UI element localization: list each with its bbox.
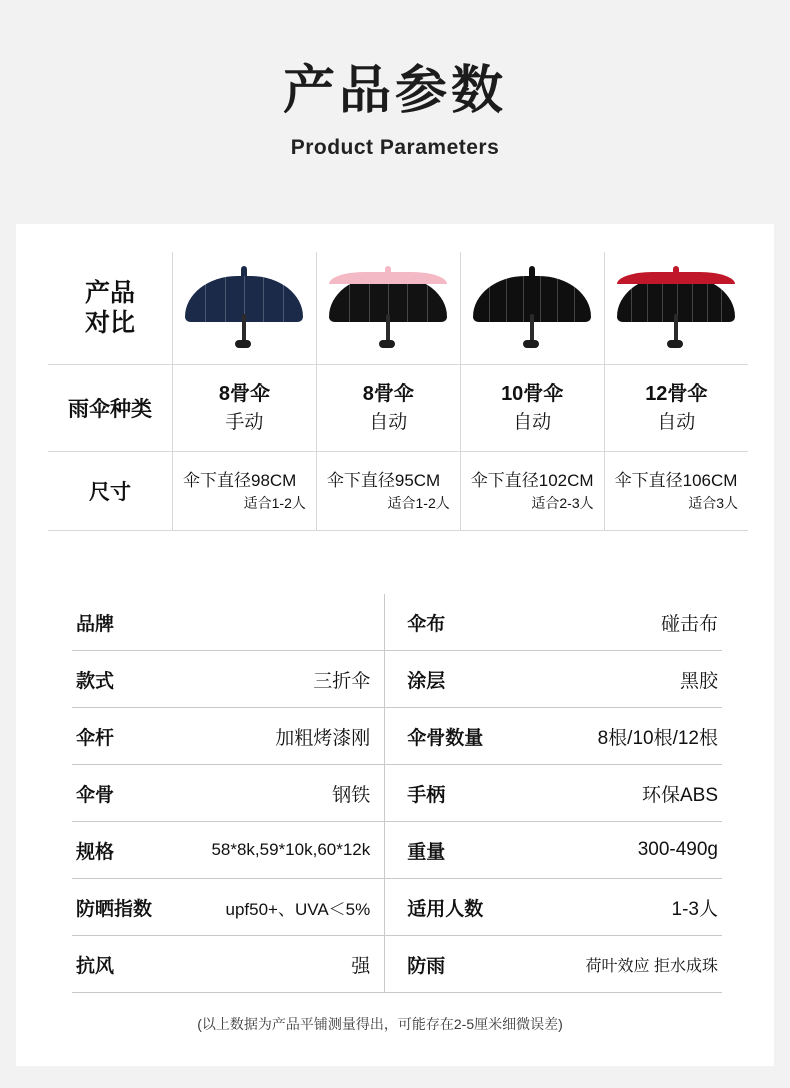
page-header — [0, 0, 790, 160]
spec-key-style: 款式 — [72, 651, 192, 708]
spec-key-coating: 涂层 — [385, 651, 530, 708]
size-sub-2: 适合1-2人 — [387, 495, 450, 512]
spec-value-shaft: 加粗烤漆刚 — [192, 708, 385, 765]
size-main-2: 伞下直径95CM — [326, 470, 441, 490]
kind-cell-1 — [173, 365, 317, 452]
spec-value-capacity: 1-3人 — [529, 879, 722, 936]
umbrella-image-cell-4 — [604, 252, 748, 365]
umbrella-icon-pink-black — [329, 262, 447, 354]
kind-sub-1: 手动 — [225, 411, 264, 433]
table-row-kind — [48, 365, 748, 452]
spec-value-brand — [192, 594, 385, 651]
row-label-size: 尺寸 — [48, 452, 173, 531]
spec-key-specification: 规格 — [72, 822, 192, 879]
spec-value-specification: 58*8k,59*10k,60*12k — [192, 822, 385, 879]
kind-cell-2 — [316, 365, 460, 452]
spec-value-weight: 300-490g — [529, 822, 722, 879]
spec-key-ribs: 伞骨 — [72, 765, 192, 822]
spec-key-handle: 手柄 — [385, 765, 530, 822]
spec-table — [72, 594, 722, 993]
kind-main-1: 8骨伞 — [218, 382, 270, 405]
comparison-title-line1: 产品 — [84, 278, 135, 307]
kind-sub-4: 自动 — [657, 411, 696, 433]
size-sub-4: 适合3人 — [688, 495, 738, 512]
spec-value-fabric: 碰击布 — [529, 594, 722, 651]
umbrella-icon-black — [473, 262, 591, 354]
spec-key-shaft: 伞杆 — [72, 708, 192, 765]
umbrella-image-cell-3 — [460, 252, 604, 365]
spec-key-windproof: 抗风 — [72, 936, 192, 993]
content-card — [16, 224, 774, 1066]
kind-sub-3: 自动 — [513, 411, 552, 433]
umbrella-icon-red-black — [617, 262, 735, 354]
size-main-4: 伞下直径106CM — [614, 470, 738, 490]
spec-value-handle: 环保ABS — [529, 765, 722, 822]
table-row — [72, 822, 722, 879]
page-title: 产品参数 — [282, 62, 507, 120]
spec-value-windproof: 强 — [192, 936, 385, 993]
kind-main-3: 10骨伞 — [501, 382, 564, 405]
umbrella-image-cell-1 — [173, 252, 317, 365]
size-cell-1 — [173, 452, 317, 531]
umbrella-icon-navy — [185, 262, 303, 354]
kind-sub-2: 自动 — [369, 411, 408, 433]
table-row-size — [48, 452, 748, 531]
kind-main-4: 12骨伞 — [645, 382, 708, 405]
table-row — [72, 651, 722, 708]
spec-key-upf: 防晒指数 — [72, 879, 192, 936]
spec-key-fabric: 伞布 — [385, 594, 530, 651]
spec-value-coating: 黑胶 — [529, 651, 722, 708]
table-row — [72, 879, 722, 936]
page-subtitle: Product Parameters — [290, 135, 500, 159]
footnote: (以上数据为产品平铺测量得出，可能存在2-5厘米细微误差) — [197, 1016, 563, 1032]
comparison-title-line2: 对比 — [84, 309, 135, 337]
spec-value-style: 三折伞 — [192, 651, 385, 708]
spec-key-weight: 重量 — [385, 822, 530, 879]
comparison-table — [48, 252, 748, 531]
spec-value-ribs: 钢铁 — [192, 765, 385, 822]
size-sub-1: 适合1-2人 — [243, 495, 306, 512]
spec-key-capacity: 适用人数 — [385, 879, 530, 936]
spec-key-rainproof: 防雨 — [385, 936, 530, 993]
table-row — [72, 936, 722, 993]
table-row — [72, 708, 722, 765]
size-cell-4 — [604, 452, 748, 531]
comparison-title-cell — [48, 252, 173, 365]
kind-cell-4 — [604, 365, 748, 452]
size-cell-2 — [316, 452, 460, 531]
umbrella-image-cell-2 — [316, 252, 460, 365]
size-sub-3: 适合2-3人 — [531, 495, 594, 512]
kind-main-2: 8骨伞 — [362, 382, 414, 405]
spec-key-rib-count: 伞骨数量 — [385, 708, 530, 765]
table-row-products — [48, 252, 748, 365]
table-row — [72, 594, 722, 651]
spec-value-rainproof: 荷叶效应 拒水成珠 — [529, 936, 722, 993]
size-main-1: 伞下直径98CM — [183, 470, 297, 490]
spec-value-rib-count: 8根/10根/12根 — [529, 708, 722, 765]
spec-key-brand: 品牌 — [72, 594, 192, 651]
kind-cell-3 — [460, 365, 604, 452]
table-row — [72, 765, 722, 822]
size-cell-3 — [460, 452, 604, 531]
size-main-3: 伞下直径102CM — [470, 470, 594, 490]
row-label-kind: 雨伞种类 — [48, 365, 173, 452]
spec-value-upf: upf50+、UVA＜5% — [192, 879, 385, 936]
